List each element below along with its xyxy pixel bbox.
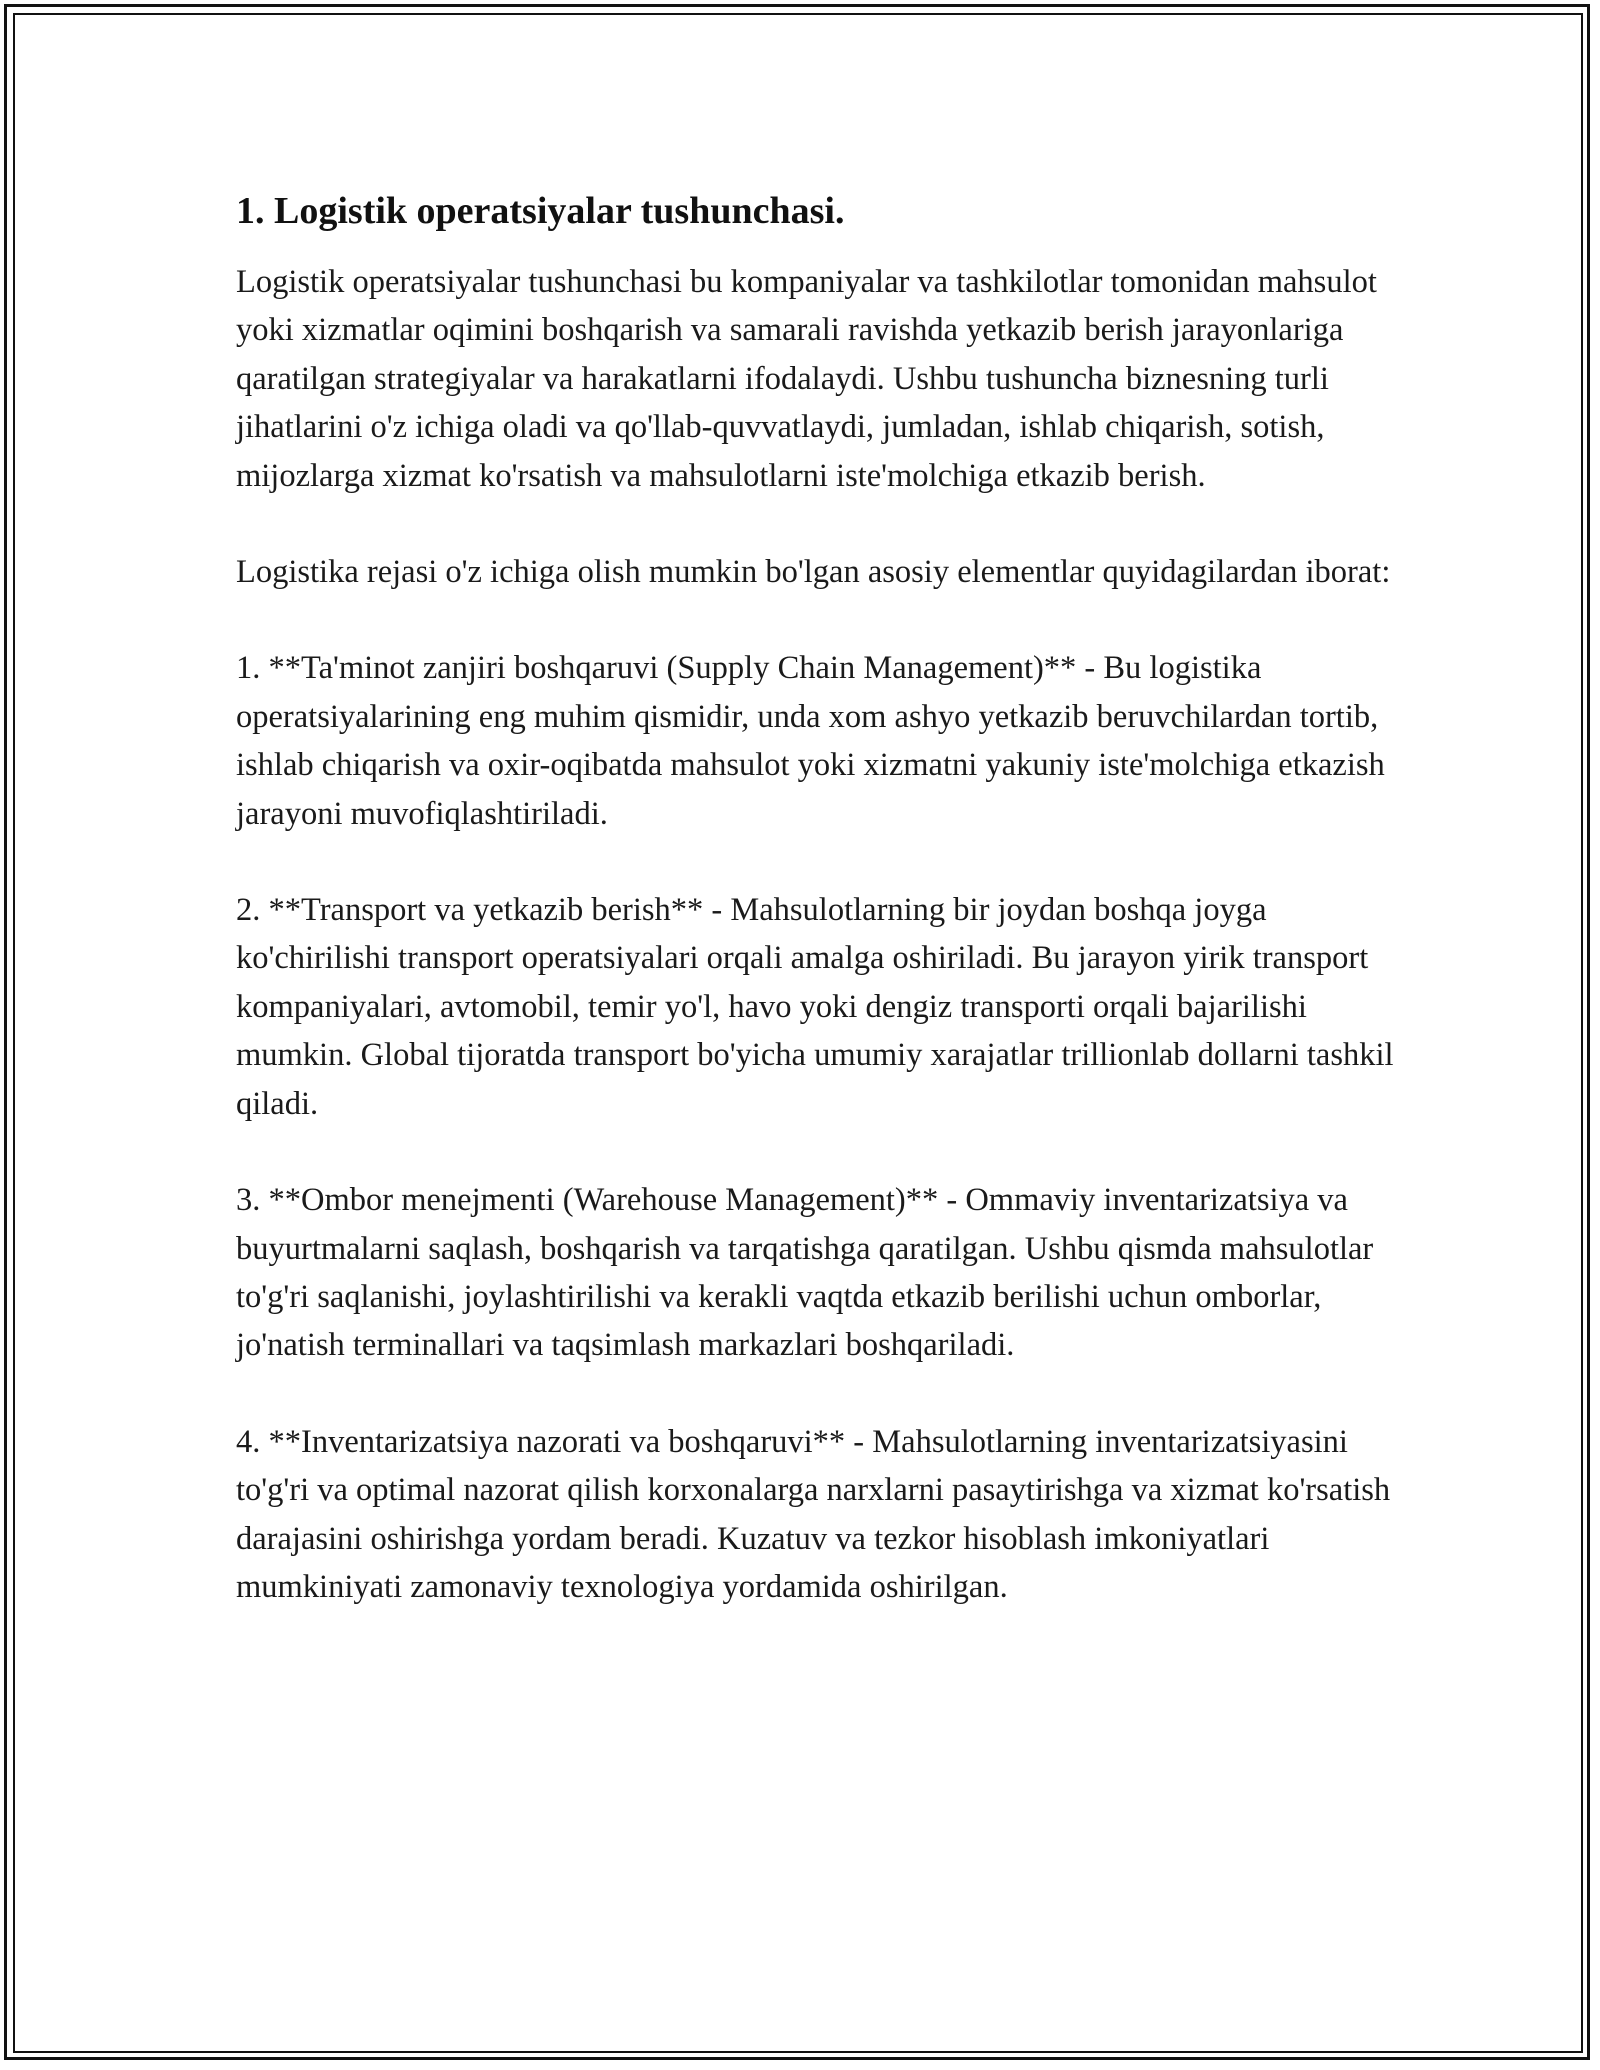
- list-item-transport: 2. **Transport va yetkazib berish** - Mahsulotlarning bir joydan boshqa joyga ko'chirilishi transport operatsiyalari orqali amalga oshiriladi. Bu jarayon yirik transport kompaniyalari, avtomobil, temir yo'l, havo yoki dengiz transporti orqali bajarilishi mumkin. Global tijoratda transport bo'yicha umumiy xarajatlar trillionlab dollarni tashkil qiladi.: [236, 892, 1394, 1122]
- list-item-supply-chain: 1. **Ta'minot zanjiri boshqaruvi (Supply Chain Management)** - Bu logistika operatsiyalarining eng muhim qismidir, unda xom ashyo yetkazib beruvchilardan tortib, ishlab chiqarish va oxir-oqibatda mahsulot yoki xizmatni yakuniy iste'molchiga etkazish jarayoni muvofiqlashtiriladi.: [236, 650, 1385, 832]
- section-heading: 1. Logistik operatsiyalar tushunchasi.: [236, 190, 845, 232]
- document-body: [236, 186, 1416, 1659]
- paragraph-elements-lead: Logistika rejasi o'z ichiga olish mumkin bo'lgan asosiy elementlar quyidagilardan iborat:: [236, 554, 1391, 591]
- paragraph-intro: Logistik operatsiyalar tushunchasi bu kompaniyalar va tashkilotlar tomonidan mahsulot yoki xizmatlar oqimini boshqarish va samarali ravishda yetkazib berish jarayonlariga qaratilgan strategiyalar va harakatlarni ifodalaydi. Ushbu tushuncha biznesning turli jihatlarini o'z ichiga oladi va qo'llab-quvvatlaydi, jumladan, ishlab chiqarish, sotish, mijozlarga xizmat ko'rsatish va mahsulotlarni iste'molchiga etkazib berish.: [236, 264, 1377, 494]
- list-item-warehouse: 3. **Ombor menejmenti (Warehouse Management)** - Ommaviy inventarizatsiya va buyurtmalarni saqlash, boshqarish va tarqatishga qaratilgan. Ushbu qismda mahsulotlar to'g'ri saqlanishi, joylashtirilishi va kerakli vaqtda etkazib berilishi uchun omborlar, jo'natish terminallari va taqsimlash markazlari boshqariladi.: [236, 1182, 1374, 1364]
- list-item-inventory: 4. **Inventarizatsiya nazorati va boshqaruvi** - Mahsulotlarning inventarizatsiyasini to'g'ri va optimal nazorat qilish korxonalarga narxlarni pasaytirishga va xizmat ko'rsatish darajasini oshirishga yordam beradi. Kuzatuv va tezkor hisoblash imkoniyatlari mumkiniyati zamonaviy texnologiya yordamida oshirilgan.: [236, 1423, 1391, 1605]
